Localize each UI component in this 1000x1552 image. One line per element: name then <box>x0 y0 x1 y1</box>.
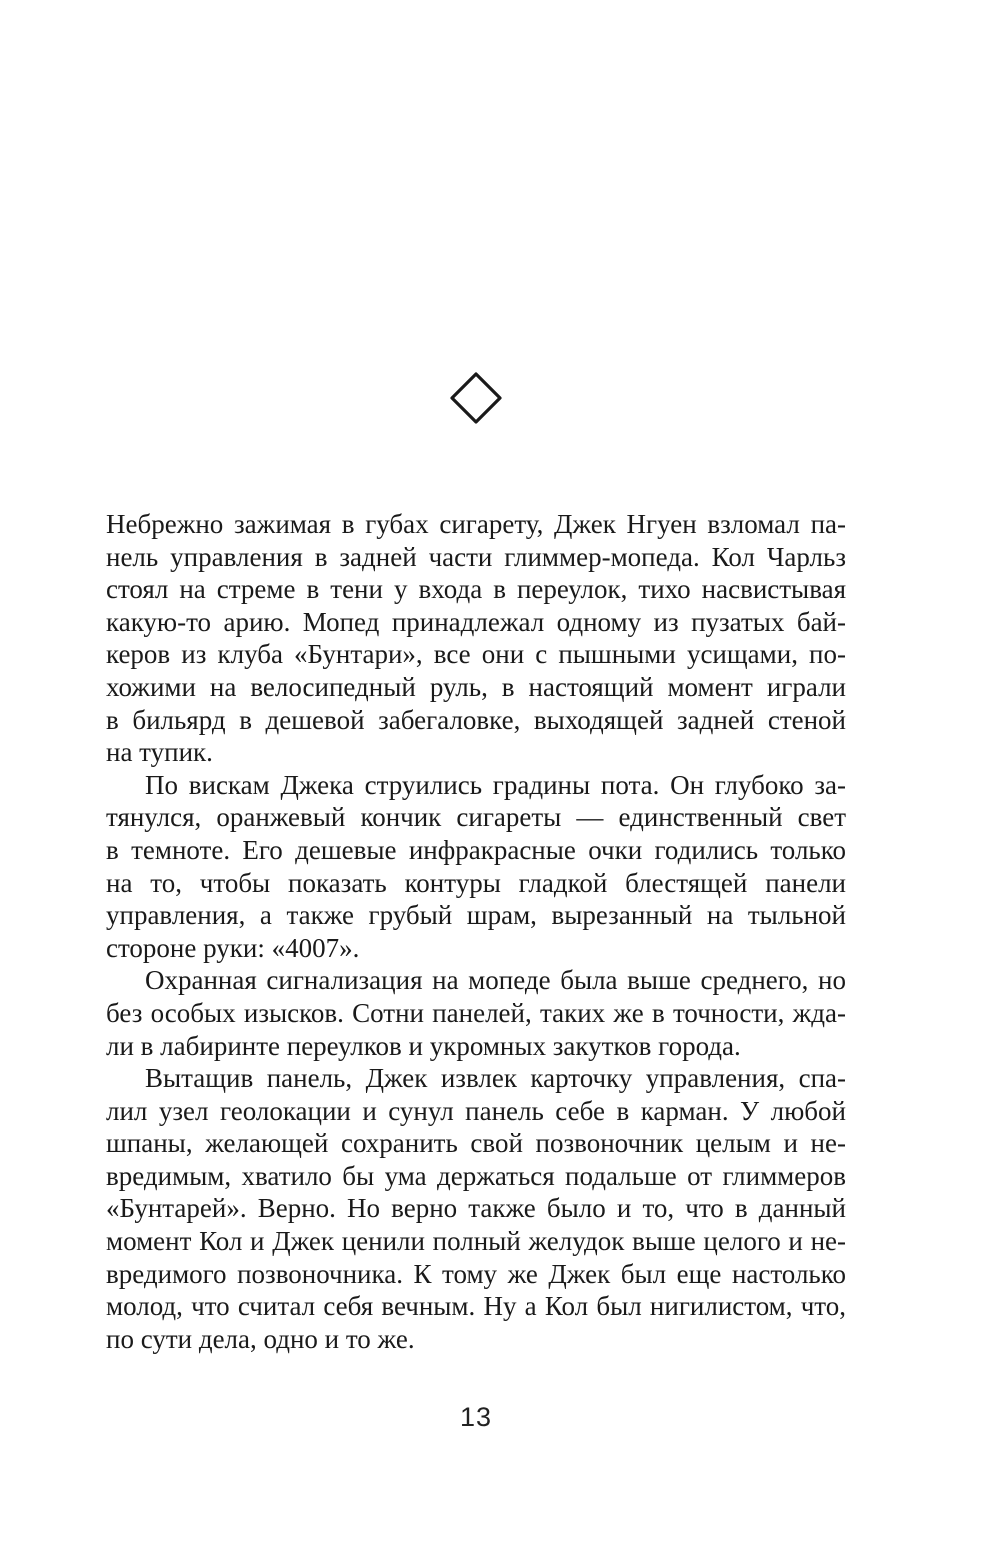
text-line: По вискам Джека струились градины пота. Он глубоко за- <box>145 769 846 800</box>
text-line: какую-то арию. Мопед принадлежал одному из пузатых бай- <box>106 606 846 637</box>
text-line: тянулся, оранжевый кончик сигареты — единственный свет <box>106 802 846 833</box>
text-line: шпаны, желающей сохранить свой позвоночник целым и не- <box>106 1128 846 1159</box>
text-line: керов из клуба «Бунтари», все они с пышными усищами, по- <box>106 639 846 670</box>
text-line: «Бунтарей». Верно. Но верно также было и то, что в данный <box>106 1193 846 1224</box>
text-line: молод, что считал себя вечным. Ну а Кол был нигилистом, что, <box>106 1291 846 1322</box>
diamond-icon <box>448 370 504 426</box>
text-line: на то, чтобы показать контуры гладкой блестящей панели <box>106 867 846 898</box>
text-line: нель управления в задней части глиммер-мопеда. Кол Чарльз <box>106 541 846 572</box>
paragraph-3 <box>106 964 846 1062</box>
text-line: в темноте. Его дешевые инфракрасные очки годились только <box>106 834 846 865</box>
page-number: 13 <box>459 1402 493 1432</box>
text-line: Охранная сигнализация на мопеде была выше среднего, но <box>145 965 846 996</box>
text-line: управления, а также грубый шрам, вырезанный на тыльной <box>106 900 846 931</box>
text-line: по сути дела, одно и то же. <box>106 1323 415 1354</box>
text-line: Вытащив панель, Джек извлек карточку управления, спа- <box>145 1063 846 1094</box>
paragraph-1 <box>106 508 846 769</box>
body-text <box>106 508 846 1355</box>
paragraph-2 <box>106 769 846 965</box>
text-line: ли в лабиринте переулков и укромных закутков города. <box>106 1030 741 1061</box>
text-line: стороне руки: «4007». <box>106 932 360 963</box>
paragraph-4 <box>106 1062 846 1355</box>
text-line: лил узел геолокации и сунул панель себе в карман. У любой <box>106 1095 846 1126</box>
text-line: в бильярд в дешевой забегаловке, выходящей задней стеной <box>106 704 846 735</box>
text-line: хожими на велосипедный руль, в настоящий момент играли <box>106 671 846 702</box>
text-line: без особых изысков. Сотни панелей, таких же в точности, жда- <box>106 997 846 1028</box>
text-line: стоял на стреме в тени у входа в переулок, тихо насвистывая <box>106 574 846 605</box>
text-line: вредимого позвоночника. К тому же Джек был еще настолько <box>106 1258 846 1289</box>
text-line: Небрежно зажимая в губах сигарету, Джек Нгуен взломал па- <box>106 509 846 539</box>
text-line: вредимым, хватило бы ума держаться подальше от глиммеров <box>106 1160 846 1191</box>
text-line: на тупик. <box>106 737 213 768</box>
text-line: момент Кол и Джек ценили полный желудок выше целого и не- <box>106 1226 846 1257</box>
